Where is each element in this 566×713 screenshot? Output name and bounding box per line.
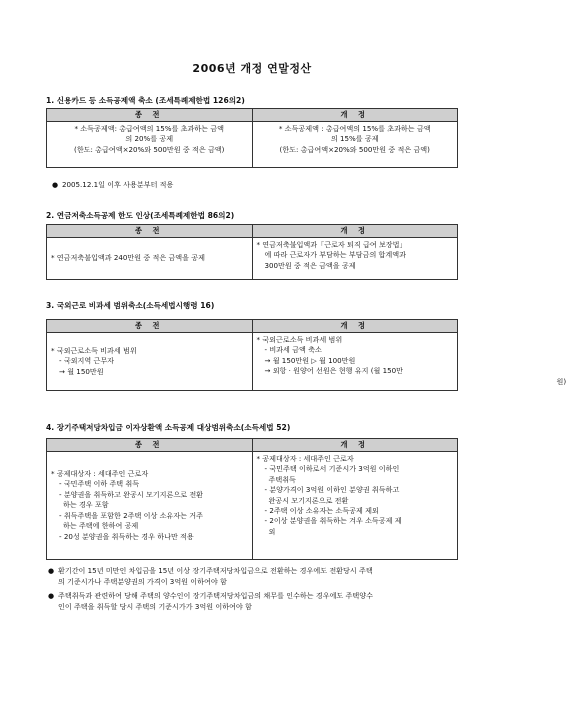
text-line: 에 따라 근로자가 부담하는 부담금의 합계액과 [264,250,406,260]
text-line: * 국외근로소득 비과세 범위 [256,335,343,344]
section-4-table [46,438,458,560]
column-header-before: 종 전 [47,439,253,452]
text-line: - 2주택 이상 소유자는 소득공제 제외 [264,506,379,516]
text-line: → 월 150만원 ▷ 월 100만원 [264,355,356,365]
text-line: 하는 경우 포함 [63,500,109,510]
column-header-after: 개 정 [252,109,458,122]
text-line: - 비과세 금액 축소 [264,345,322,355]
section-1-before-cell [47,122,253,168]
text-line: * 국외근로소득 비과세 범위 [51,345,137,355]
column-header-before: 종 전 [47,109,253,122]
section-3-after-cell [252,333,566,391]
text-line: 외 [268,526,276,536]
text-line: - 분양가격이 3억원 이하인 분양권 취득하고 [264,485,400,495]
text-line: → 외항 · 원양어 선원은 현행 유지 (월 150만 [264,366,403,376]
text-line: - 20성 분양권을 취득하는 경우 하나만 적용 [59,531,194,541]
section-2-after-cell [252,238,458,280]
text-line: 의 20%를 공제 [125,134,174,144]
text-line: → 월 150만원 [59,366,104,376]
column-header-before: 종 전 [47,320,253,333]
text-line: - 취득주택을 포함한 2주택 이상 소유자는 거주 [59,510,203,520]
bullet-icon: ● [52,181,59,189]
text-line: * 공제대상자 : 세대주인 근로자 [256,454,354,463]
text-line: - 분양권을 취득하고 완공시 모기지론으로 전환 [59,489,204,499]
text-line: 의 15%를 공제 [330,134,379,144]
section-1-note: ● 2005.12.1일 이후 사용분부터 적용 [52,180,174,189]
column-header-after: 개 정 [252,439,458,452]
column-header-after: 개 정 [252,320,458,333]
text-line: - 국민주택 이하로서 기준시가 3억원 이하인 [264,464,400,474]
text-line: (한도: 총급여액×20%와 500만원 중 적은 금액) [74,144,225,154]
text-line: 의 기준시가나 주택분양권의 가격이 3억원 이하여야 함 [58,576,227,586]
section-1-table [46,108,458,168]
page-title: 2006년 개정 연말정산 [192,62,312,75]
text-line: 완공시 모기지론으로 전환 [268,495,349,505]
text-line: * 소득공제액 : 총급여액의 15%를 초과하는 금액 [278,124,431,133]
section-4-heading: 4. 장기주택저당차입금 이자상환액 소득공제 대상범위축소(소득세법 52) [46,423,291,432]
section-4-after-cell [252,452,458,560]
section-2-table [46,224,458,280]
bullet-icon: ● [48,592,55,600]
text-line: - 국민주택 이하 주택 취득 [59,479,140,489]
section-2-heading: 2. 연금저축소득공제 한도 인상(조세특례제한법 86의2) [46,211,235,220]
section-4-note-1: ● 환기간이 15년 미만인 차입금을 15년 이상 장기주택저당차입금으로 전환하는 경우에도 전환당시 주택 의 기준시가나 주택분양권의 가격이 3억원 이하여야 함 [48,566,458,587]
column-header-before: 종 전 [47,225,253,238]
text-line: (한도: 총급여액×20%와 500만원 중 적은 금액) [279,144,430,154]
section-4-before-cell [47,452,253,560]
section-4-note-2: ● 주택취득과 관련하여 당해 주택의 양수인이 장기주택저당차입금의 채무를 인수하는 경우에도 주택양수 인이 주택을 취득할 당시 주택의 기준시가가 3억원 이하여야 함 [48,591,458,612]
text-line: 인이 주택을 취득할 당시 주택의 기준시가가 3억원 이하여야 함 [58,601,252,611]
column-header-after: 개 정 [252,225,458,238]
text-line: 원) [556,376,566,386]
text-line: - 국외지역 근무자 [59,356,115,366]
text-line: 300만원 중 적은 금액을 공제 [264,260,356,270]
text-line: * 연금저축불입액과「근로자 퇴직 급여 보장법」 [256,240,407,249]
section-3-table [46,319,566,391]
text-line: 주택취득 [268,474,296,484]
section-1-heading: 1. 신용카드 등 소득공제액 축소 (조세특례제한법 126의2) [46,96,245,105]
text-line: * 소득공제액: 총급여액의 15%를 초과하는 금액 [74,124,224,133]
bullet-icon: ● [48,567,55,575]
section-1-after-cell [252,122,458,168]
text-line: - 2이상 분양권을 취득하는 겨우 소득공제 제 [264,516,402,526]
section-2-before-cell [47,238,253,280]
text-line: 하는 주택에 한하여 공제 [63,521,139,531]
text-line: * 공제대상자 : 세대주인 근로자 [51,469,149,479]
section-3-before-cell [47,333,253,391]
text-line: * 연금저축불입액과 240만원 중 적은 금액을 공제 [51,253,205,263]
section-3-heading: 3. 국외근로 비과세 범위축소(소득세법시행령 16) [46,301,215,310]
